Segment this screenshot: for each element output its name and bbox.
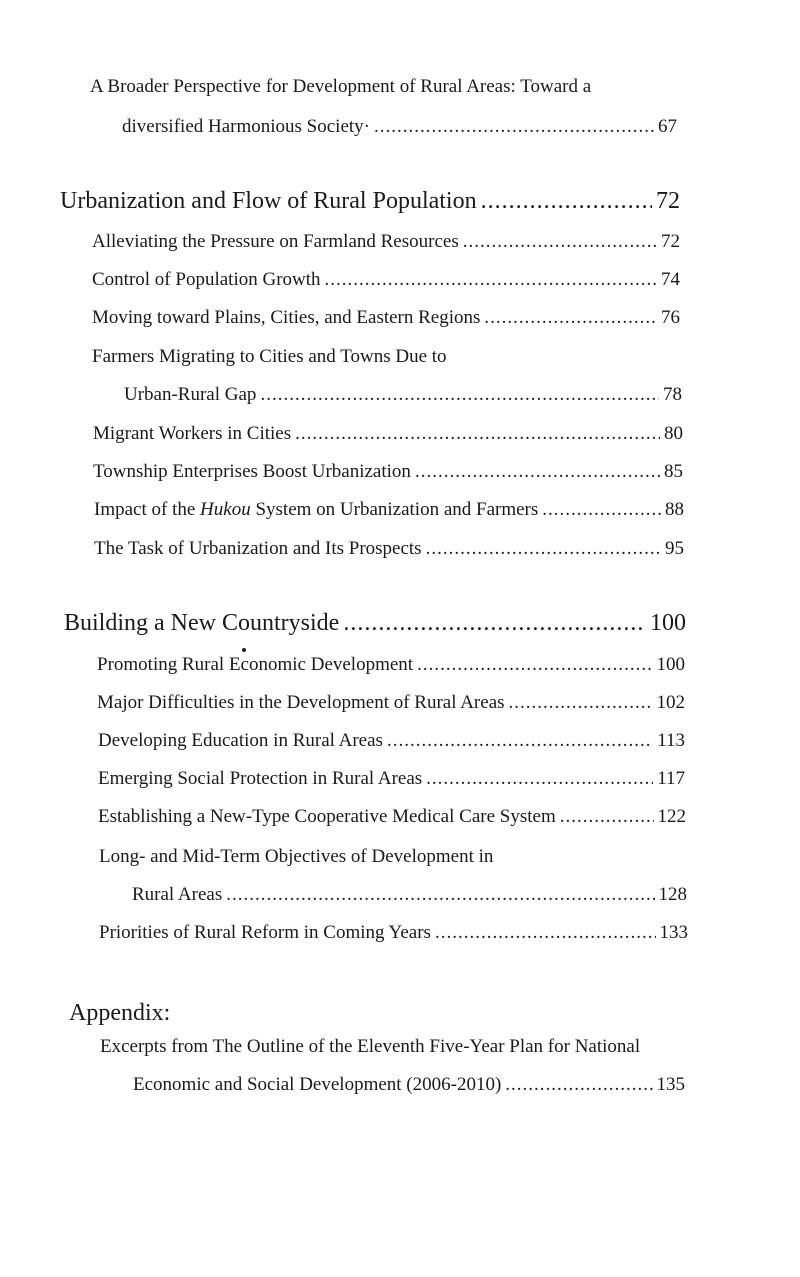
dot-leader [463, 231, 657, 253]
dot-leader [426, 768, 653, 790]
entry-page: 133 [659, 922, 688, 943]
dot-leader [260, 384, 659, 406]
entry-title: Alleviating the Pressure on Farmland Resources [92, 231, 459, 252]
entry-page: 85 [664, 461, 683, 482]
entry-page: 113 [657, 730, 685, 751]
entry-page: 88 [665, 499, 684, 520]
toc-entry [98, 730, 685, 752]
entry-title-continuation: Rural Areas [132, 884, 223, 905]
print-speck [242, 648, 246, 652]
entry-title: Impact of the Hukou System on Urbanization and Farmers [94, 499, 539, 520]
toc-entry [99, 922, 688, 944]
entry-title: Control of Population Growth [92, 269, 321, 290]
entry-page: 117 [657, 768, 685, 789]
toc-entry [92, 231, 680, 253]
intro-entry-line1: A Broader Perspective for Development of Rural Areas: Toward a [90, 76, 592, 97]
dot-leader [435, 922, 656, 944]
entry-title: Developing Education in Rural Areas [98, 730, 383, 751]
toc-entry [92, 307, 680, 329]
entry-title: Moving toward Plains, Cities, and Eastern Regions [92, 307, 481, 328]
entry-page: 80 [664, 423, 683, 444]
dot-leader [484, 307, 657, 329]
toc-entry [94, 538, 684, 560]
entry-title: Promoting Rural Economic Development [97, 654, 414, 675]
entry-title: Establishing a New-Type Cooperative Medical Care System [98, 806, 556, 827]
dot-leader [505, 1074, 652, 1096]
toc-entry [97, 654, 685, 676]
entry-title: Emerging Social Protection in Rural Areas [98, 768, 423, 789]
dot-leader [417, 654, 652, 676]
appendix-entry-line1: Excerpts from The Outline of the Eleventh Five-Year Plan for National [100, 1036, 641, 1057]
entry-title: The Task of Urbanization and Its Prospects [94, 538, 422, 559]
chapter-page: 100 [650, 610, 686, 636]
chapter-title: Urbanization and Flow of Rural Population [60, 188, 477, 214]
entry-title: Farmers Migrating to Cities and Towns Due to [92, 346, 447, 367]
appendix-entry-page: 135 [656, 1074, 685, 1095]
appendix-entry [133, 1074, 685, 1096]
entry-page: 100 [656, 654, 685, 675]
entry-title: Priorities of Rural Reform in Coming Years [99, 922, 431, 943]
intro-entry [122, 116, 677, 138]
entry-page: 72 [661, 231, 680, 252]
toc-entry [132, 884, 687, 906]
toc-entry [124, 384, 682, 406]
chapter-page: 72 [656, 188, 680, 214]
toc-entry [98, 806, 686, 828]
intro-entry-title: diversified Harmonious Society· [122, 116, 371, 137]
dot-leader [560, 806, 654, 828]
entry-title: Migrant Workers in Cities [93, 423, 292, 444]
dot-leader [325, 269, 657, 291]
appendix-label: Appendix: [69, 1000, 171, 1026]
entry-page: 102 [656, 692, 685, 713]
entry-page: 74 [661, 269, 680, 290]
toc-entry [92, 269, 680, 291]
entry-title: Township Enterprises Boost Urbanization [93, 461, 411, 482]
toc-entry [97, 692, 685, 714]
entry-page: 122 [657, 806, 686, 827]
entry-page: 78 [663, 384, 682, 405]
dot-leader [374, 116, 654, 138]
entry-title: Major Difficulties in the Development of Rural Areas [97, 692, 505, 713]
toc-entry [98, 768, 685, 790]
chapter-heading-countryside [64, 610, 686, 637]
dot-leader [426, 538, 661, 560]
dot-leader [509, 692, 653, 714]
entry-title-continuation: Urban-Rural Gap [124, 384, 257, 405]
entry-page: 95 [665, 538, 684, 559]
dot-leader [343, 610, 646, 637]
dot-leader [415, 461, 660, 483]
dot-leader [542, 499, 661, 521]
entry-title: Long- and Mid-Term Objectives of Development in [99, 846, 494, 867]
entry-page: 128 [658, 884, 687, 905]
chapter-title: Building a New Countryside [64, 610, 340, 636]
toc-entry [93, 461, 683, 483]
chapter-heading-urbanization [60, 188, 680, 215]
dot-leader [295, 423, 660, 445]
entry-page: 76 [661, 307, 680, 328]
appendix-entry-title: Economic and Social Development (2006-2010) [133, 1074, 502, 1095]
intro-entry-page: 67 [658, 116, 677, 137]
dot-leader [387, 730, 653, 752]
dot-leader [226, 884, 654, 906]
toc-entry [93, 423, 683, 445]
dot-leader [481, 188, 652, 215]
toc-entry [94, 499, 684, 521]
